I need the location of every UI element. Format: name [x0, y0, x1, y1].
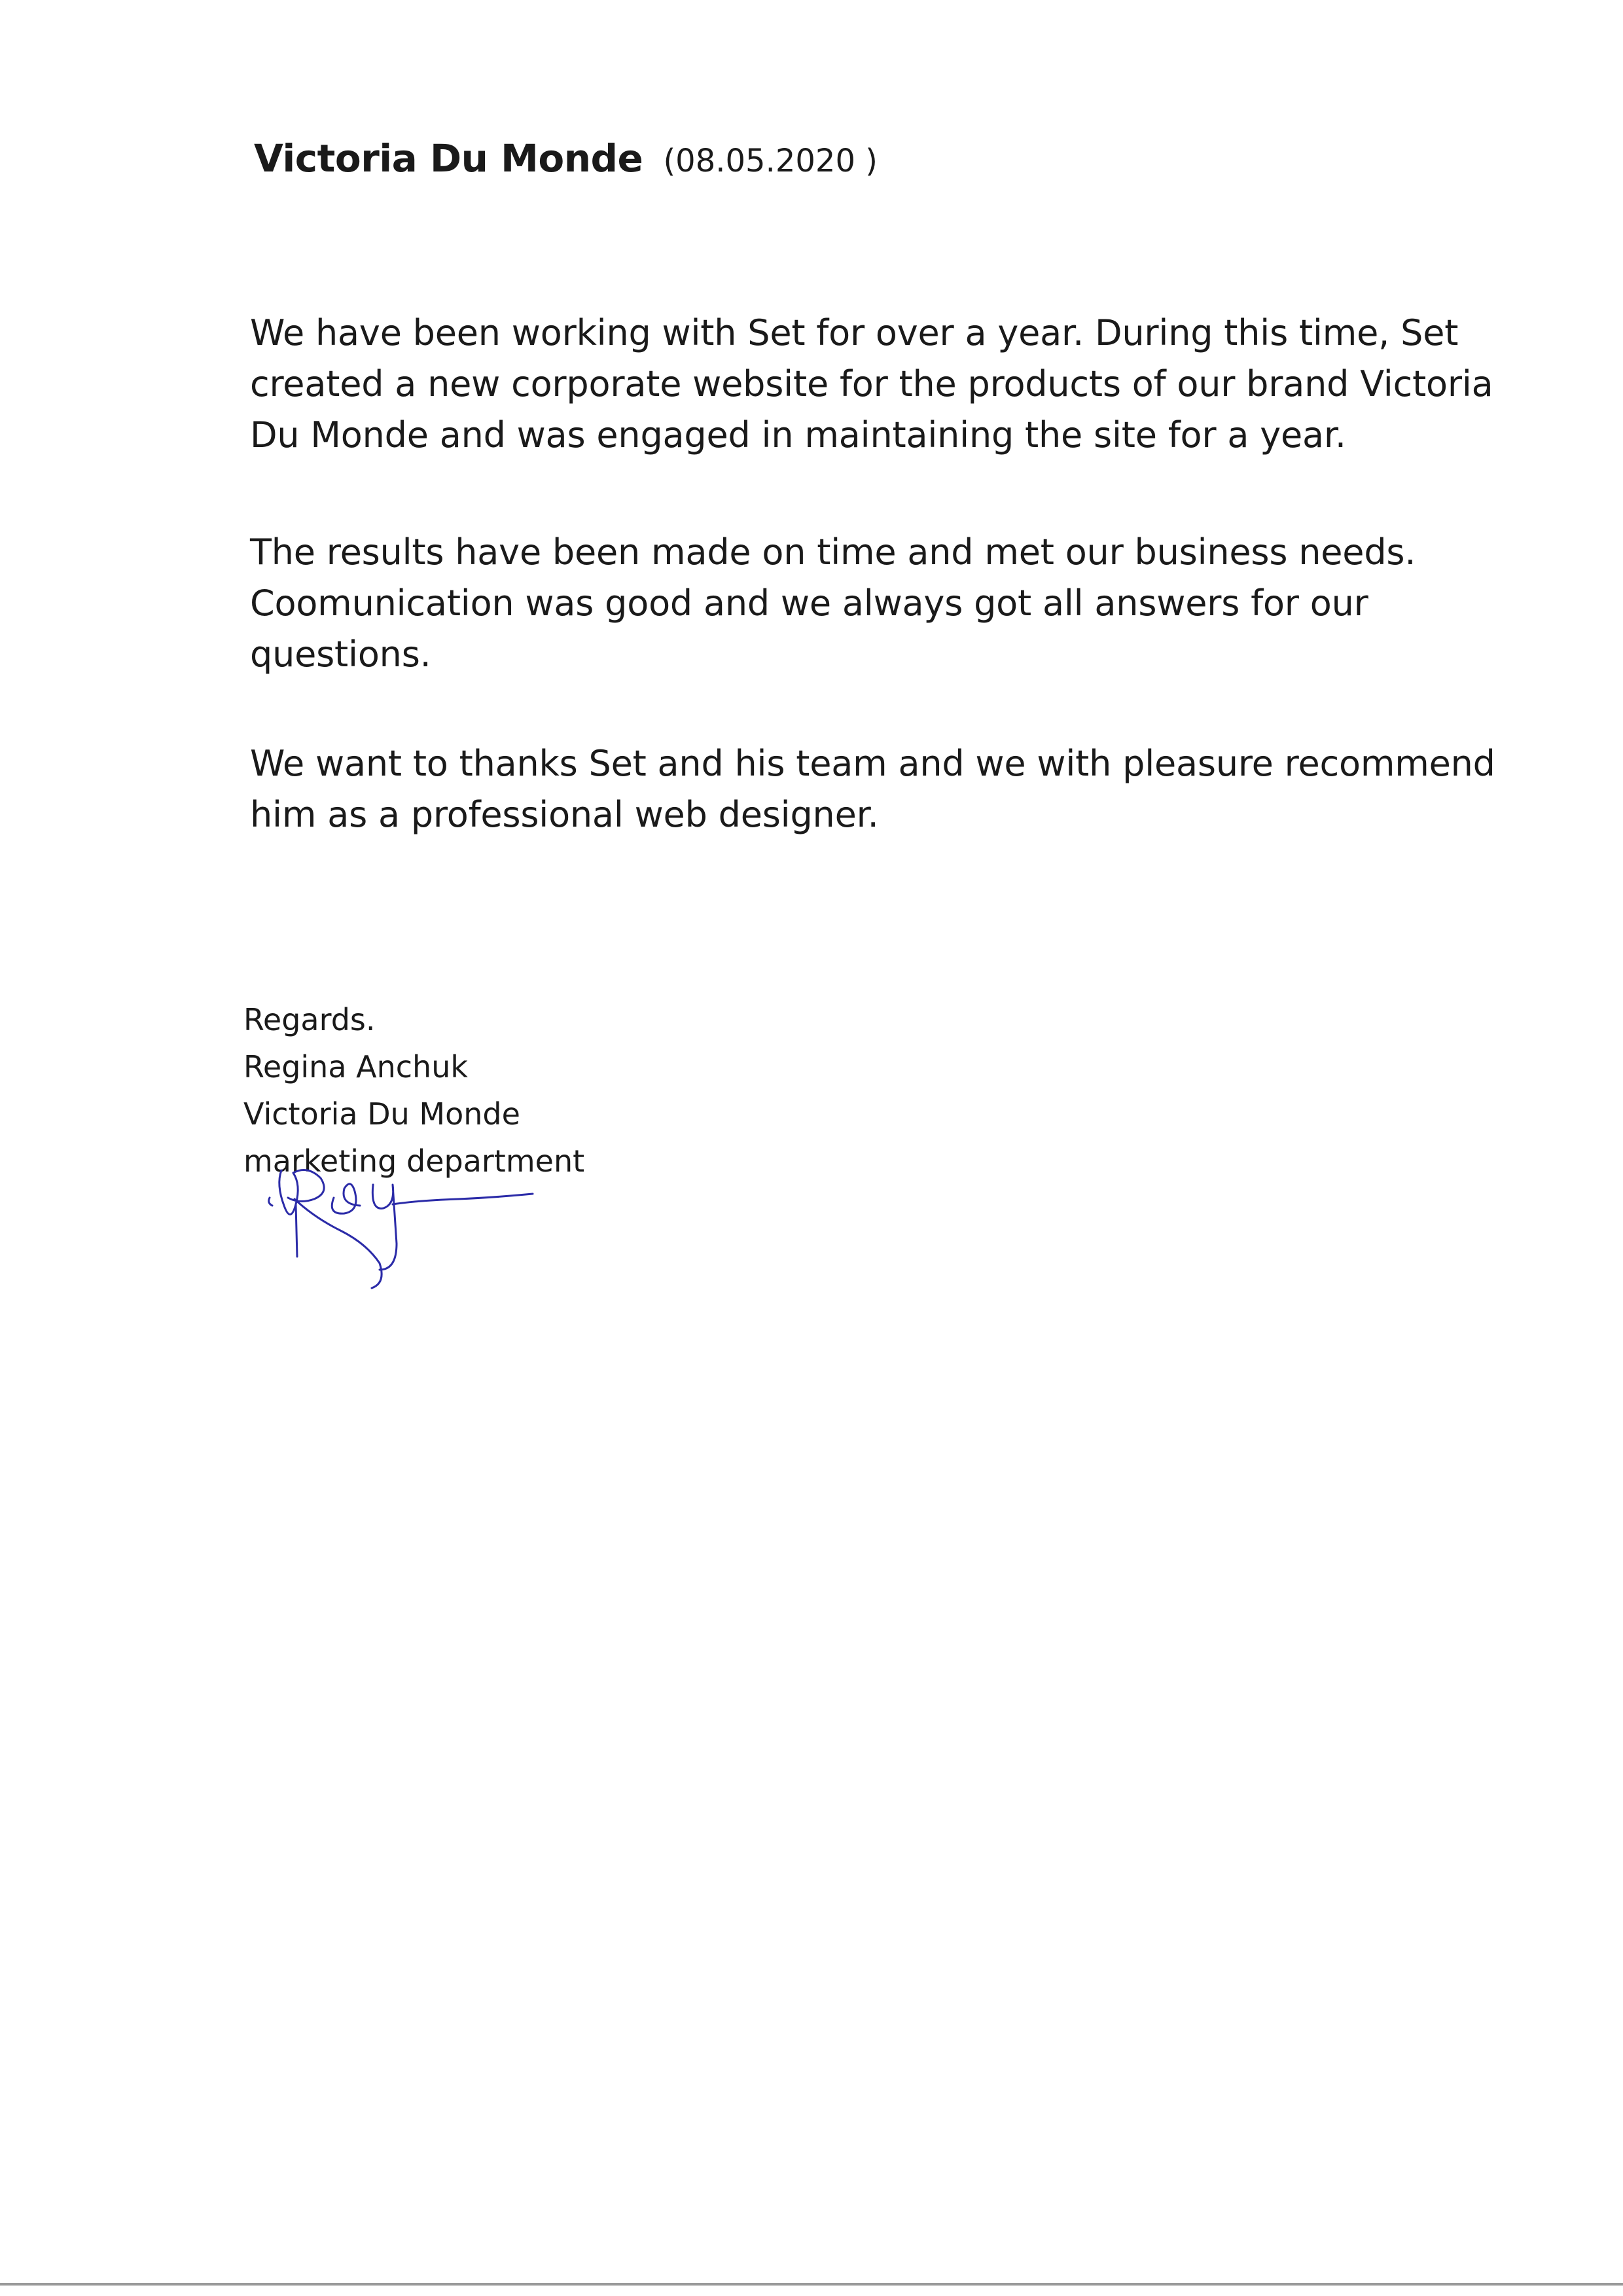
page-bottom-edge	[0, 2283, 1623, 2286]
paragraph-line: questions.	[250, 634, 431, 675]
company-name: Victoria Du Monde	[254, 136, 643, 181]
paragraph-line: him as a professional web designer.	[250, 794, 879, 835]
letter-date: (08.05.2020 )	[663, 143, 878, 179]
paragraph-3	[250, 738, 1572, 840]
paragraph-line: We want to thanks Set and his team and we with pleasure recommend	[250, 743, 1495, 784]
signer-name: Regina Anchuk	[243, 1049, 469, 1085]
paragraph-1	[250, 308, 1572, 461]
paragraph-line: Du Monde and was engaged in maintaining the site for a year.	[250, 414, 1346, 456]
signer-company: Victoria Du Monde	[243, 1096, 520, 1132]
letter-heading	[254, 136, 878, 181]
signer-department: marketing department	[243, 1143, 585, 1179]
closing-regards: Regards.	[243, 1002, 376, 1037]
paragraph-2	[250, 527, 1572, 680]
handwritten-signature	[262, 1158, 550, 1302]
closing-block	[243, 996, 584, 1185]
paragraph-line: We have been working with Set for over a year. During this time, Set	[250, 312, 1459, 353]
paragraph-line: The results have been made on time and met our business needs.	[250, 531, 1416, 573]
paragraph-line: created a new corporate website for the products of our brand Victoria	[250, 363, 1493, 404]
paragraph-line: Coomunication was good and we always got all answers for our	[250, 583, 1368, 624]
